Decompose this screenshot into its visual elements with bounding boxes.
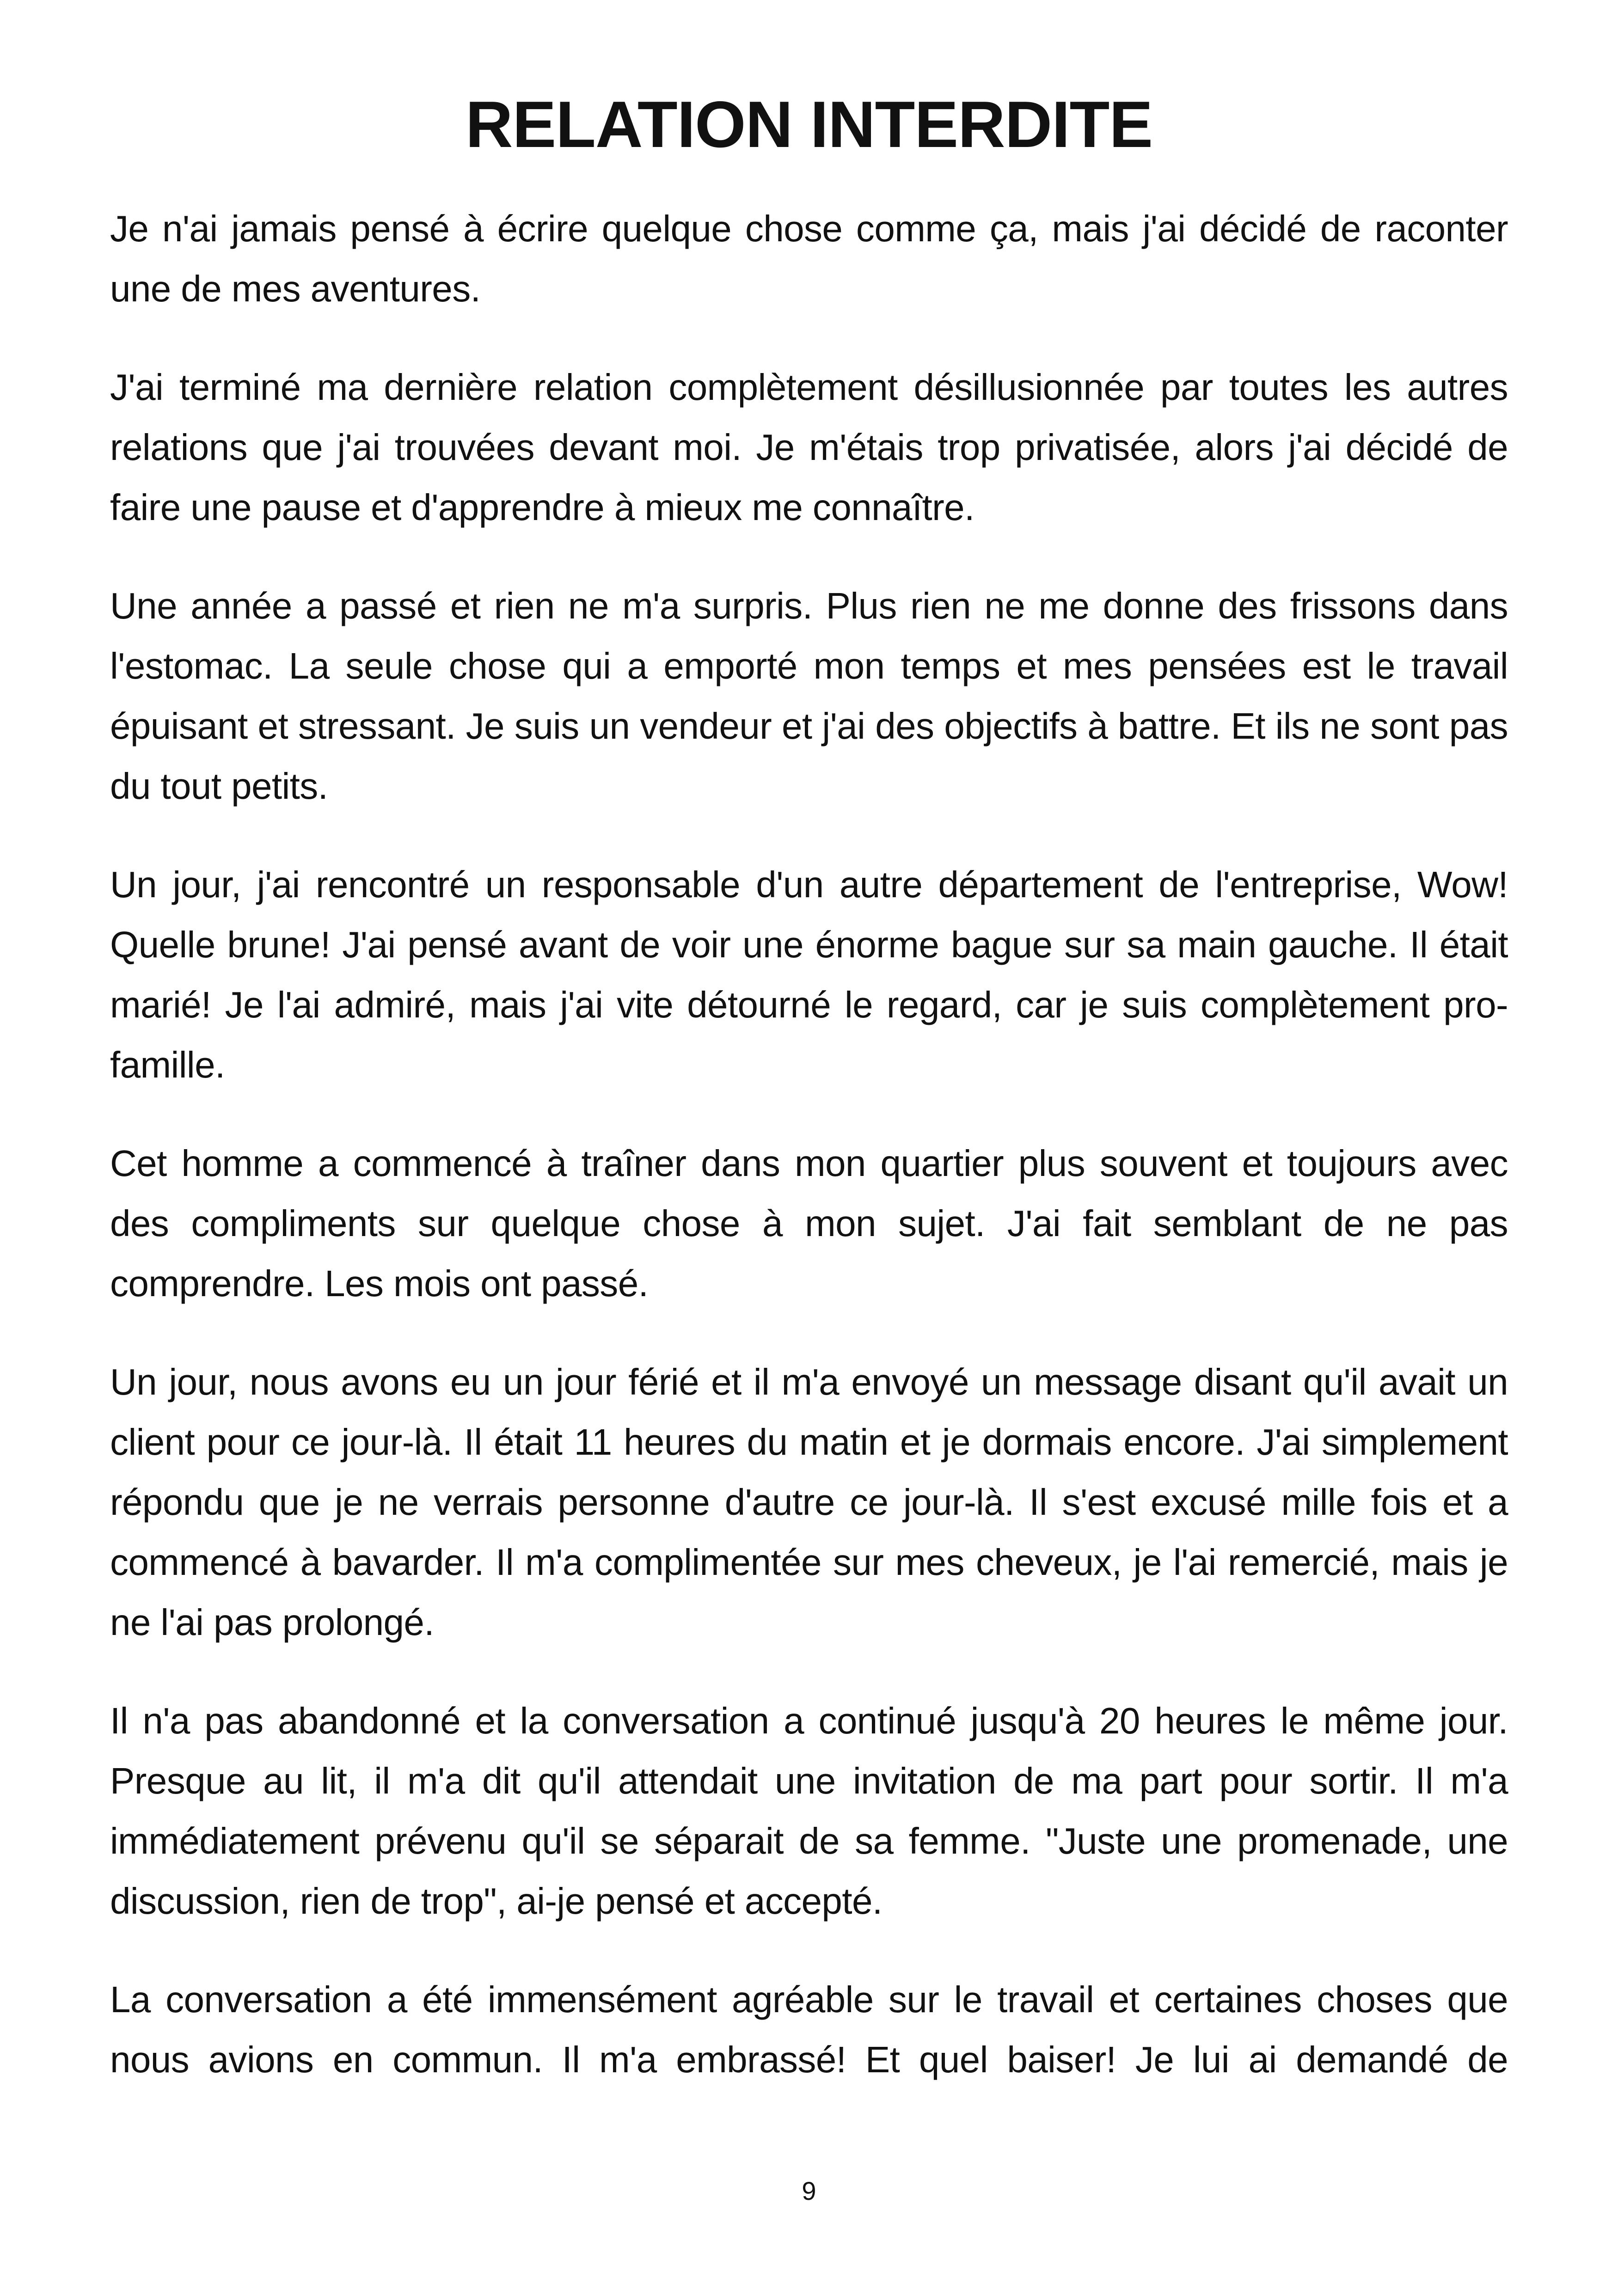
paragraph-3: Une année a passé et rien ne m'a surpris. Plus rien ne me donne des frissons dans l'estomac. La seule chose qui a emporté mon temps et mes pensées est le travail épuisant et stressant. Je suis un vendeur et j'ai des objectifs à battre. Et ils ne sont pas du tout petits.	[110, 585, 1508, 807]
page-title: RELATION INTERDITE	[465, 88, 1153, 161]
paragraph-4: Un jour, j'ai rencontré un responsable d'un autre département de l'entreprise, Wow! Quelle brune! J'ai pensé avant de voir une énorme bague sur sa main gauche. Il était marié! Je l'ai admiré, mais j'ai vite détourné le regard, car je suis complètement pro-famille.	[110, 864, 1508, 1085]
paragraph-2: J'ai terminé ma dernière relation complètement désillusionnée par toutes les autres relations que j'ai trouvées devant moi. Je m'étais trop privatisée, alors j'ai décidé de faire une pause et d'apprendre à mieux me connaître.	[110, 367, 1508, 528]
body-text	[110, 199, 1508, 2128]
paragraph-1: Je n'ai jamais pensé à écrire quelque chose comme ça, mais j'ai décidé de raconter une de mes aventures.	[110, 208, 1508, 309]
paragraph-6: Un jour, nous avons eu un jour férié et il m'a envoyé un message disant qu'il avait un client pour ce jour-là. Il était 11 heures du matin et je dormais encore. J'ai simplement répondu que je ne verrais personne d'autre ce jour-là. Il s'est excusé mille fois et a commencé à bavarder. Il m'a complimentée sur mes cheveux, je l'ai remercié, mais je ne l'ai pas prolongé.	[110, 1361, 1508, 1643]
page-number: 9	[802, 2176, 816, 2205]
paragraph-8: La conversation a été immensément agréable sur le travail et certaines choses que nous avions en commun. Il m'a embrassé! Et quel baiser! Je lui ai demandé de	[110, 1979, 1508, 2080]
paragraph-5: Cet homme a commencé à traîner dans mon quartier plus souvent et toujours avec des compliments sur quelque chose à mon sujet. J'ai fait semblant de ne pas comprendre. Les mois ont passé.	[110, 1143, 1508, 1304]
paragraph-7: Il n'a pas abandonné et la conversation a continué jusqu'à 20 heures le même jour. Presque au lit, il m'a dit qu'il attendait une invitation de ma part pour sortir. Il m'a immédiatement prévenu qu'il se séparait de sa femme. "Juste une promenade, une discussion, rien de trop", ai-je pensé et accepté.	[110, 1700, 1508, 1922]
